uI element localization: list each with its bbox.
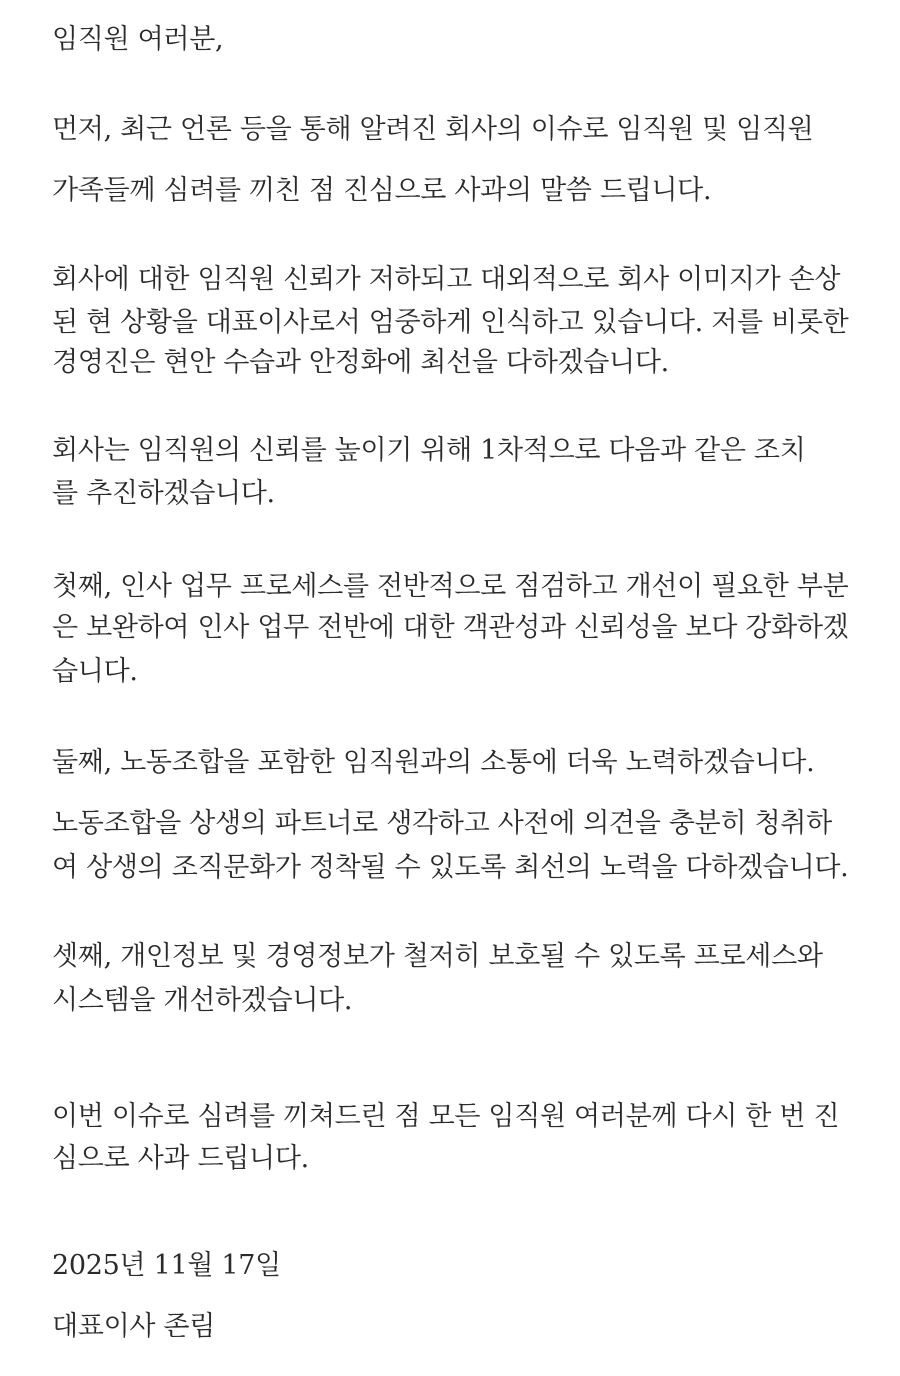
paragraph-2-line-2: 된 현 상황을 대표이사로서 엄중하게 인식하고 있습니다. 저를 비롯한 <box>52 307 849 338</box>
letter-greeting: 임직원 여러분, <box>52 24 224 55</box>
paragraph-5-line-1: 둘째, 노동조합을 포함한 임직원과의 소통에 더욱 노력하겠습니다. <box>52 747 815 778</box>
paragraph-2-line-1: 회사에 대한 임직원 신뢰가 저하되고 대외적으로 회사 이미지가 손상 <box>52 264 841 295</box>
paragraph-3-line-1: 회사는 임직원의 신뢰를 높이기 위해 1차적으로 다음과 같은 조치 <box>52 435 806 466</box>
letter-signature: 대표이사 존림 <box>52 1311 215 1342</box>
paragraph-1-line-2: 가족들께 심려를 끼친 점 진심으로 사과의 말씀 드립니다. <box>52 175 712 206</box>
paragraph-4-line-3: 습니다. <box>52 656 138 687</box>
paragraph-4-line-2: 은 보완하여 인사 업무 전반에 대한 객관성과 신뢰성을 보다 강화하겠 <box>52 612 849 643</box>
paragraph-6-line-1: 노동조합을 상생의 파트너로 생각하고 사전에 의견을 충분히 청취하 <box>52 808 832 839</box>
paragraph-8-line-1: 이번 이슈로 심려를 끼쳐드린 점 모든 임직원 여러분께 다시 한 번 진 <box>52 1101 840 1132</box>
paragraph-2-line-3: 경영진은 현안 수습과 안정화에 최선을 다하겠습니다. <box>52 347 669 378</box>
paragraph-3-line-2: 를 추진하겠습니다. <box>52 478 275 509</box>
letter-date: 2025년 11월 17일 <box>52 1250 281 1281</box>
paragraph-8-line-2: 심으로 사과 드립니다. <box>52 1143 309 1174</box>
paragraph-4-line-1: 첫째, 인사 업무 프로세스를 전반적으로 점검하고 개선이 필요한 부분 <box>52 571 849 602</box>
paragraph-6-line-2: 여 상생의 조직문화가 정착될 수 있도록 최선의 노력을 다하겠습니다. <box>52 852 849 883</box>
paragraph-7-line-2: 시스템을 개선하겠습니다. <box>52 985 353 1016</box>
paragraph-1-line-1: 먼저, 최근 언론 등을 통해 알려진 회사의 이슈로 임직원 및 임직원 <box>52 114 814 145</box>
paragraph-7-line-1: 셋째, 개인정보 및 경영정보가 철저히 보호될 수 있도록 프로세스와 <box>52 941 823 972</box>
